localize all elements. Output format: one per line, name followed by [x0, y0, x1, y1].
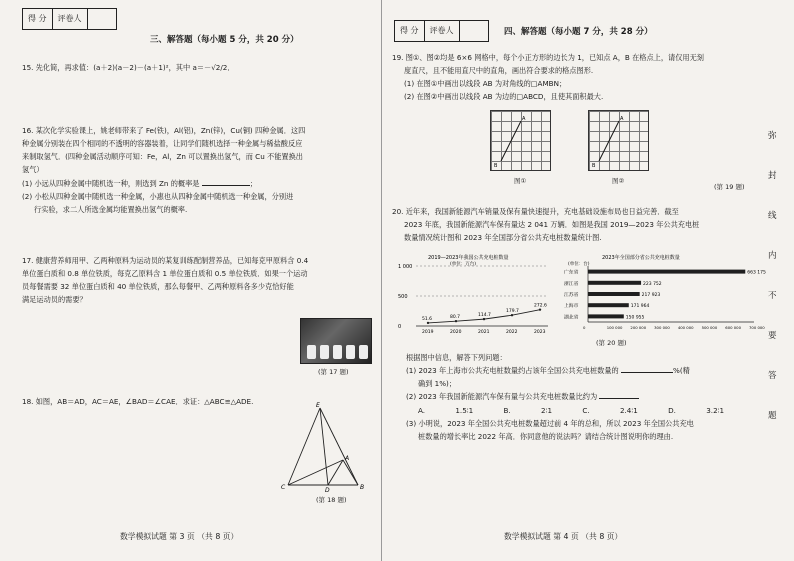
bottle-icon	[320, 345, 329, 359]
q16-sub2-cont: 行实验，求二人所选金属均能置换出氢气的概率.	[34, 204, 188, 214]
x-tick-label: 0	[583, 325, 586, 330]
q19-sub1: (1) 在图①中画出以线段 AB 为对角线的□AMBN；	[404, 79, 567, 89]
category-label: 浙江省	[564, 281, 579, 287]
x-tick-label: 2019	[422, 330, 434, 335]
q20-options	[406, 405, 766, 416]
label-e: E	[316, 402, 320, 409]
seal-char: 线	[768, 211, 777, 221]
q17-line: 满足运动员的需要？	[22, 295, 87, 305]
question-16	[22, 125, 372, 217]
option-b[interactable]: B. 2∶1	[503, 405, 553, 415]
grid-figure-1	[490, 110, 551, 171]
grader-cell: 评卷人	[425, 21, 460, 41]
supplement-photo	[300, 318, 372, 364]
line-chart-unit: (单位：万台)	[450, 262, 477, 267]
data-point	[483, 318, 485, 320]
q18-caption: (第 18 题)	[316, 496, 347, 504]
q20-caption: (第 20 题)	[596, 339, 627, 347]
segment-eb	[320, 408, 358, 485]
score-cell: 得 分	[395, 21, 425, 41]
y-tick-label: 1 000	[398, 264, 413, 270]
bottle-icon	[333, 345, 342, 359]
score-box	[394, 20, 489, 42]
grid-figure-2	[588, 110, 649, 171]
q20-sub2	[406, 391, 766, 402]
q19-sub2: (2) 在图②中画出以线段 AB 为边的□ABCD，且使其面积最大.	[404, 92, 604, 102]
seal-char: 不	[768, 291, 777, 301]
x-tick-label: 600 000	[725, 325, 741, 330]
q20-prompt: 根据图中信息，解答下列问题：	[406, 353, 507, 362]
segment-ca	[288, 460, 343, 485]
x-tick-label: 400 000	[677, 325, 694, 330]
x-tick-label: 500 000	[701, 325, 718, 330]
bar-chart-title: 2023年全国部分省公共充电桩数量	[602, 255, 680, 261]
q20-sub1-text: (1) 2023 年上海市公共充电桩数量约占该年全国公共充电桩数量的	[406, 366, 619, 376]
x-tick-label: 2023	[534, 330, 546, 335]
q20-line: 2023 年底，我国新能源汽车保有量达 2 041 万辆．如图是我国 2019—2023 年公共充电桩	[404, 220, 700, 230]
bar	[588, 281, 641, 285]
q17-line: 17. 健康营养师用甲、乙两种原料为运动员的某复训练配制营养品，已知每克甲原料含 0.4	[22, 256, 309, 265]
q16-line: 来制取氢气．(四种金属活动顺序可知：Fe，Al，Zn 可以置换出氢气，而 Cu 不能置换出	[22, 152, 303, 162]
point-label: 51.6	[422, 316, 433, 322]
q20-sub3-cont: 桩数量的增长率比 2022 年高．你同意他的说法吗？请结合统计图说明你的理由.	[418, 431, 674, 441]
question-19	[392, 52, 762, 105]
q20-sub3: (3) 小明说，2023 年全国公共充电桩数量超过前 4 年的总和，所以 2023 年全国公共充电	[406, 418, 694, 428]
category-label: 江苏省	[564, 293, 579, 298]
category-label: 广东省	[564, 270, 579, 276]
bar-chart-unit: (单位：台)	[568, 262, 590, 267]
bar	[588, 303, 629, 307]
q17-line: 员每餐需要 32 单位蛋白质和 40 单位铁质，那么每餐甲、乙两种原料各多少克恰好能	[22, 282, 294, 292]
svg-text:B: B	[592, 163, 596, 169]
q20-sub1-unit: %(精	[673, 366, 690, 376]
option-d[interactable]: D. 3.2∶1	[668, 405, 725, 415]
seal-char: 题	[768, 411, 777, 421]
fig2-label: 图②	[612, 177, 625, 185]
question-20-parts	[406, 352, 766, 444]
q20-sub2-text: (2) 2023 年我国新能源汽车保有量与公共充电桩数量比约为	[406, 392, 598, 402]
score-box	[22, 8, 117, 30]
seal-char: 封	[768, 171, 777, 181]
y-tick-label: 500	[398, 294, 408, 300]
page-footer: 数学模拟试题 第 4 页 （共 8 页）	[504, 532, 623, 541]
bar	[588, 270, 745, 274]
q16-line: 16. 某次化学实验课上，姚老师带来了 Fe(铁)，Al(铝)，Zn(锌)，Cu(铜) 四种金属．这四	[22, 126, 306, 135]
category-label: 上海市	[564, 304, 579, 310]
svg-text:B: B	[494, 163, 498, 169]
segment-ed	[320, 408, 328, 485]
q16-sub1-text: (1) 小远从四种金属中随机选一种，则选到 Zn 的概率是	[22, 178, 200, 188]
option-c[interactable]: C. 2.4∶1	[582, 405, 638, 415]
data-point	[455, 320, 457, 322]
point-label: 272.6	[534, 303, 547, 309]
blank-cell	[460, 21, 488, 41]
q20-sub1	[406, 365, 766, 376]
q19-line: 19. 图①、图②均是 6×6 网格中，每个小正方形的边长为 1，已知点 A，B 在格点上，请仅用无刻	[392, 53, 704, 62]
value-label: 150 955	[625, 315, 645, 321]
score-cell: 得 分	[23, 9, 53, 29]
seal-char: 答	[768, 371, 777, 381]
x-tick-label: 2022	[506, 330, 518, 335]
q16-sub1: (1) 小远从四种金属中随机选一种，则选到 Zn 的概率是 ；	[22, 178, 257, 188]
bar	[588, 292, 640, 296]
seal-char: 弥	[768, 131, 777, 141]
line-chart	[398, 252, 558, 338]
svg-text:A: A	[522, 116, 526, 122]
section-title: 四、解答题（每小题 7 分，共 28 分）	[504, 27, 653, 37]
bottle-icon	[307, 345, 316, 359]
seal-char: 要	[768, 331, 777, 341]
q19-line: 度直尺，且不能用直尺中的直角，画出符合要求的格点图形.	[404, 66, 594, 76]
point-label: 179.7	[506, 309, 519, 315]
q18-text: 18. 如图，AB＝AD，AC＝AE，∠BAD＝∠CAE．求证：△ABC≌△ADE.	[22, 397, 254, 406]
x-tick-label: 200 000	[630, 325, 647, 330]
label-c: C	[281, 484, 286, 491]
category-label: 湖北省	[564, 315, 579, 321]
value-label: 217 923	[641, 293, 661, 298]
label-d: D	[325, 487, 330, 494]
page-3	[0, 0, 380, 561]
value-label: 223 752	[643, 281, 662, 287]
triangle-figure	[280, 400, 380, 505]
option-a[interactable]: A. 1.5∶1	[418, 405, 474, 415]
bottle-icon	[346, 345, 355, 359]
segment-ec	[288, 408, 320, 485]
x-tick-label: 2021	[478, 330, 490, 335]
fig1-label: 图①	[514, 177, 527, 185]
y-tick-label: 0	[398, 324, 402, 330]
value-label: 663 175	[747, 270, 766, 276]
point-label: 80.7	[450, 315, 461, 321]
q19-caption: (第 19 题)	[714, 183, 745, 191]
q16-line: 氢气）	[22, 165, 44, 175]
data-point	[427, 322, 429, 324]
section-title: 三、解答题（每小题 5 分，共 20 分）	[150, 35, 299, 45]
q15-text: 15. 先化简，再求值：(a＋2)(a－2)－(a＋1)²，其中 a＝－√2/2．	[22, 63, 235, 72]
value-label: 171 964	[630, 304, 650, 310]
question-17	[22, 255, 372, 308]
page-footer: 数学模拟试题 第 3 页 （共 8 页）	[120, 532, 239, 541]
question-15	[22, 62, 372, 75]
page-4	[384, 0, 794, 561]
svg-text:A: A	[620, 116, 624, 122]
point-label: 114.7	[478, 313, 491, 319]
bar-chart	[562, 252, 776, 338]
label-b: B	[360, 484, 365, 491]
seal-char: 内	[768, 251, 777, 261]
q20-line: 20. 近年来，我国新能源汽车销量及保有量快速提升，充电基础设施布局也日益完善．截至	[392, 207, 679, 216]
segment-ab-fig1	[491, 111, 552, 172]
data-point	[511, 314, 513, 316]
blank-cell	[88, 9, 116, 29]
answer-blank[interactable]	[202, 179, 250, 186]
q17-line: 单位蛋白质和 0.8 单位铁质，每克乙原料含 1 单位蛋白质和 0.5 单位铁质．如果一个运动	[22, 269, 308, 279]
bottle-icon	[359, 345, 368, 359]
q17-caption: (第 17 题)	[318, 368, 349, 376]
line-chart-title: 2019—2023年我国公共充电桩数量	[428, 255, 509, 261]
q16-sub2: (2) 小松从四种金属中随机选一种金属，小惠也从四种金属中随机选一种金属，分别进	[22, 191, 294, 201]
x-tick-label: 300 000	[654, 325, 670, 330]
q20-sub1-cont: 确到 1%)；	[418, 379, 457, 389]
q20-line: 数量情况统计图和 2023 年全国部分省公共充电桩数量统计图.	[404, 233, 602, 243]
x-tick-label: 700 000	[749, 325, 765, 330]
label-a: A	[345, 455, 350, 462]
answer-blank[interactable]	[621, 366, 673, 373]
bar	[588, 314, 624, 318]
q16-line: 种金属分别装在四个相同的不透明的容器装着，让同学们随机选择一种金属与稀盐酸反应	[22, 139, 303, 149]
segment-ab	[343, 460, 358, 485]
x-tick-label: 2020	[450, 330, 462, 335]
x-tick-label: 100 000	[606, 325, 623, 330]
data-point	[539, 308, 541, 310]
page-divider	[381, 0, 382, 561]
answer-blank[interactable]	[599, 392, 639, 399]
question-20	[392, 206, 762, 245]
segment-ab-fig2	[589, 111, 650, 172]
grader-cell: 评卷人	[53, 9, 88, 29]
